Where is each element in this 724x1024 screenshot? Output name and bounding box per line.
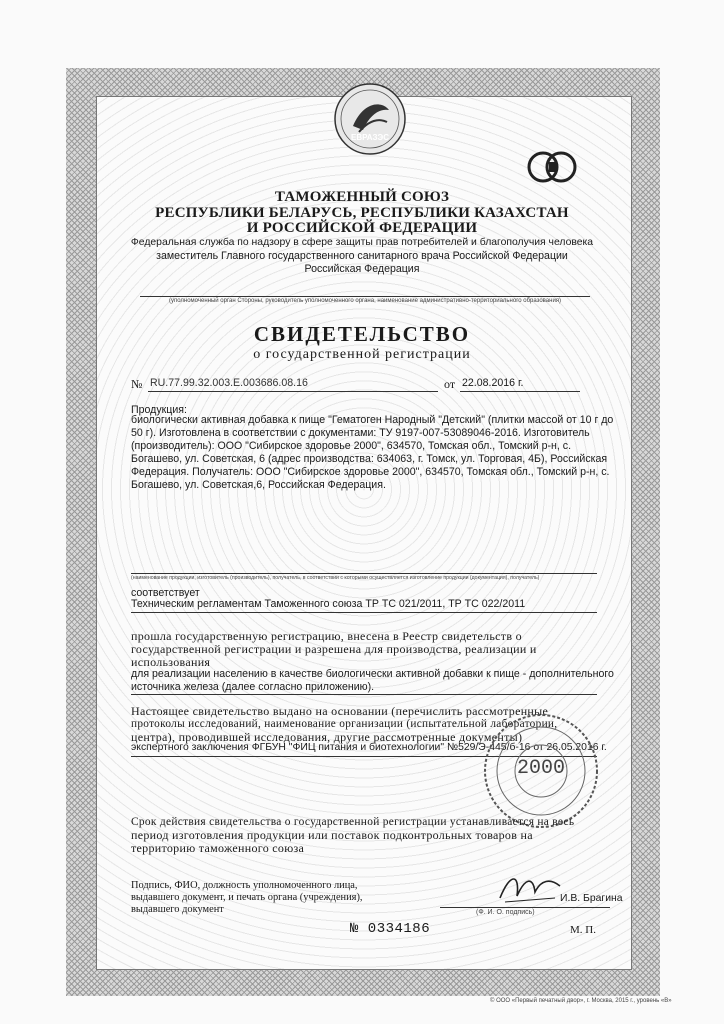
product-line: Федерация. Получатель: ООО "Сибирское здоровье 2000", 634570, Томская обл., Томский р-н, с.	[131, 466, 610, 478]
product-line: биологически активная добавка к пище "Гематоген Народный "Детский" (плитки массой от 10 г до	[131, 414, 614, 426]
usage-line: источника железа (далее согласно приложению).	[131, 681, 375, 693]
basis-line: Настоящее свидетельство выдано на основании (перечислить рассмотренные	[131, 704, 549, 718]
date-label: от	[444, 377, 456, 391]
printer-note: © ООО «Первый печатный двор», г. Москва, 2015 г., уровень «В»	[490, 998, 672, 1004]
signature-caption	[131, 880, 363, 916]
header-line-1: ТАМОЖЕННЫЙ СОЮЗ	[274, 189, 450, 205]
header-line-3: И РОССИЙСКОЙ ФЕДЕРАЦИИ	[246, 220, 478, 236]
blank-number: № 0334186	[350, 921, 431, 937]
usage-underline	[131, 694, 597, 695]
number-label: №	[131, 377, 143, 391]
product-underline	[131, 573, 597, 574]
date-underline	[460, 391, 580, 392]
authority-note: (уполномоченный орган Стороны, руководитель уполномоченного органа, наименование административно-территориального образования)	[168, 298, 562, 304]
fio-note: (Ф. И. О. подпись)	[476, 909, 535, 916]
conformity-label: соответствует	[131, 587, 200, 599]
signature-caption-line: Подпись, ФИО, должность уполномоченного лица,	[131, 880, 358, 891]
authority-line-1: Федеральная служба по надзору в сфере защиты прав потребителей и благополучия человека	[130, 237, 594, 248]
registry-line: государственной регистрации и разрешена для производства, реализации и	[131, 642, 537, 656]
basis-line: протоколы исследований, наименование организации (испытательной лаборатории,	[131, 718, 558, 730]
validity-line: территорию таможенного союза	[131, 841, 305, 855]
emblem-caption: ЕВРАЗЭС	[350, 133, 389, 142]
product-line: Богашево, ул. Советская, 6 (адрес производства: 634063, г. Томск, ул. Торговая, 4Б), Российская	[131, 453, 608, 465]
registration-number: RU.77.99.32.003.E.003686.08.16	[150, 377, 308, 389]
signature-caption-line: выдавшего документ, и печать органа (учреждения),	[131, 892, 363, 903]
usage-text	[131, 668, 614, 694]
authority-underline	[140, 296, 590, 297]
conformity-underline	[131, 612, 597, 613]
cc-mark	[525, 150, 581, 184]
signer-name: И.В. Брагина	[560, 893, 623, 904]
eurasec-emblem	[333, 82, 407, 156]
number-underline	[148, 391, 438, 392]
validity-text	[131, 816, 601, 855]
validity-line: Срок действия свидетельства о государственной регистрации устанавливается на весь	[131, 816, 575, 828]
stamp-number: 2000	[516, 757, 565, 780]
basis-line: центра), проводившей исследования, другие рассмотренные документы)	[131, 730, 523, 744]
usage-line: для реализации населению в качестве биологически активной добавки к пище - дополнительного	[131, 668, 614, 680]
seal-place: М. П.	[570, 924, 596, 936]
registry-text	[131, 630, 601, 669]
product-description	[131, 414, 614, 492]
product-note: (наименование продукции, изготовитель (производитель), получатель, в соответствии с которыми осуществляется изготовление продукции (документация), получатель)	[131, 575, 540, 581]
registry-line: прошла государственную регистрацию, внесена в Реестр свидетельств о	[131, 629, 522, 643]
conformity-text: Техническим регламентам Таможенного союза ТР ТС 021/2011, ТР ТС 022/2011	[131, 598, 526, 610]
authority-line-2: заместитель Главного государственного санитарного врача Российской Федерации	[156, 250, 568, 262]
authority-line-3: Российская Федерация	[304, 263, 420, 275]
document-subtitle: о государственной регистрации	[253, 347, 471, 362]
product-line: 50 г). Изготовлена в соответствии с документами: ТУ 9197-007-53089046-2016. Изготовитель	[131, 427, 590, 439]
product-line: Богашево, ул. Советская,6, Российская Федерация.	[131, 479, 386, 491]
product-label: Продукция:	[131, 404, 187, 416]
handwritten-signature	[495, 868, 565, 908]
registry-line: использования	[131, 655, 211, 669]
product-line: (производитель): ООО "Сибирское здоровье 2000", 634570, Томская обл., Томский р-н, с.	[131, 440, 572, 452]
signature-underline	[440, 907, 610, 908]
signature-caption-line: выдавшего документ	[131, 904, 224, 915]
validity-line: период изготовления продукции или поставок подконтрольных товаров на	[131, 828, 533, 842]
document-title: СВИДЕТЕЛЬСТВО	[253, 322, 471, 346]
expert-conclusion: экспертного заключения ФГБУН "ФИЦ питания и биотехнологии" №529/Э-445/б-16 от 26.05.2016 г.	[131, 742, 607, 753]
registration-date: 22.08.2016 г.	[462, 377, 524, 389]
header-line-2: РЕСПУБЛИКИ БЕЛАРУСЬ, РЕСПУБЛИКИ КАЗАХСТАН	[155, 205, 569, 221]
